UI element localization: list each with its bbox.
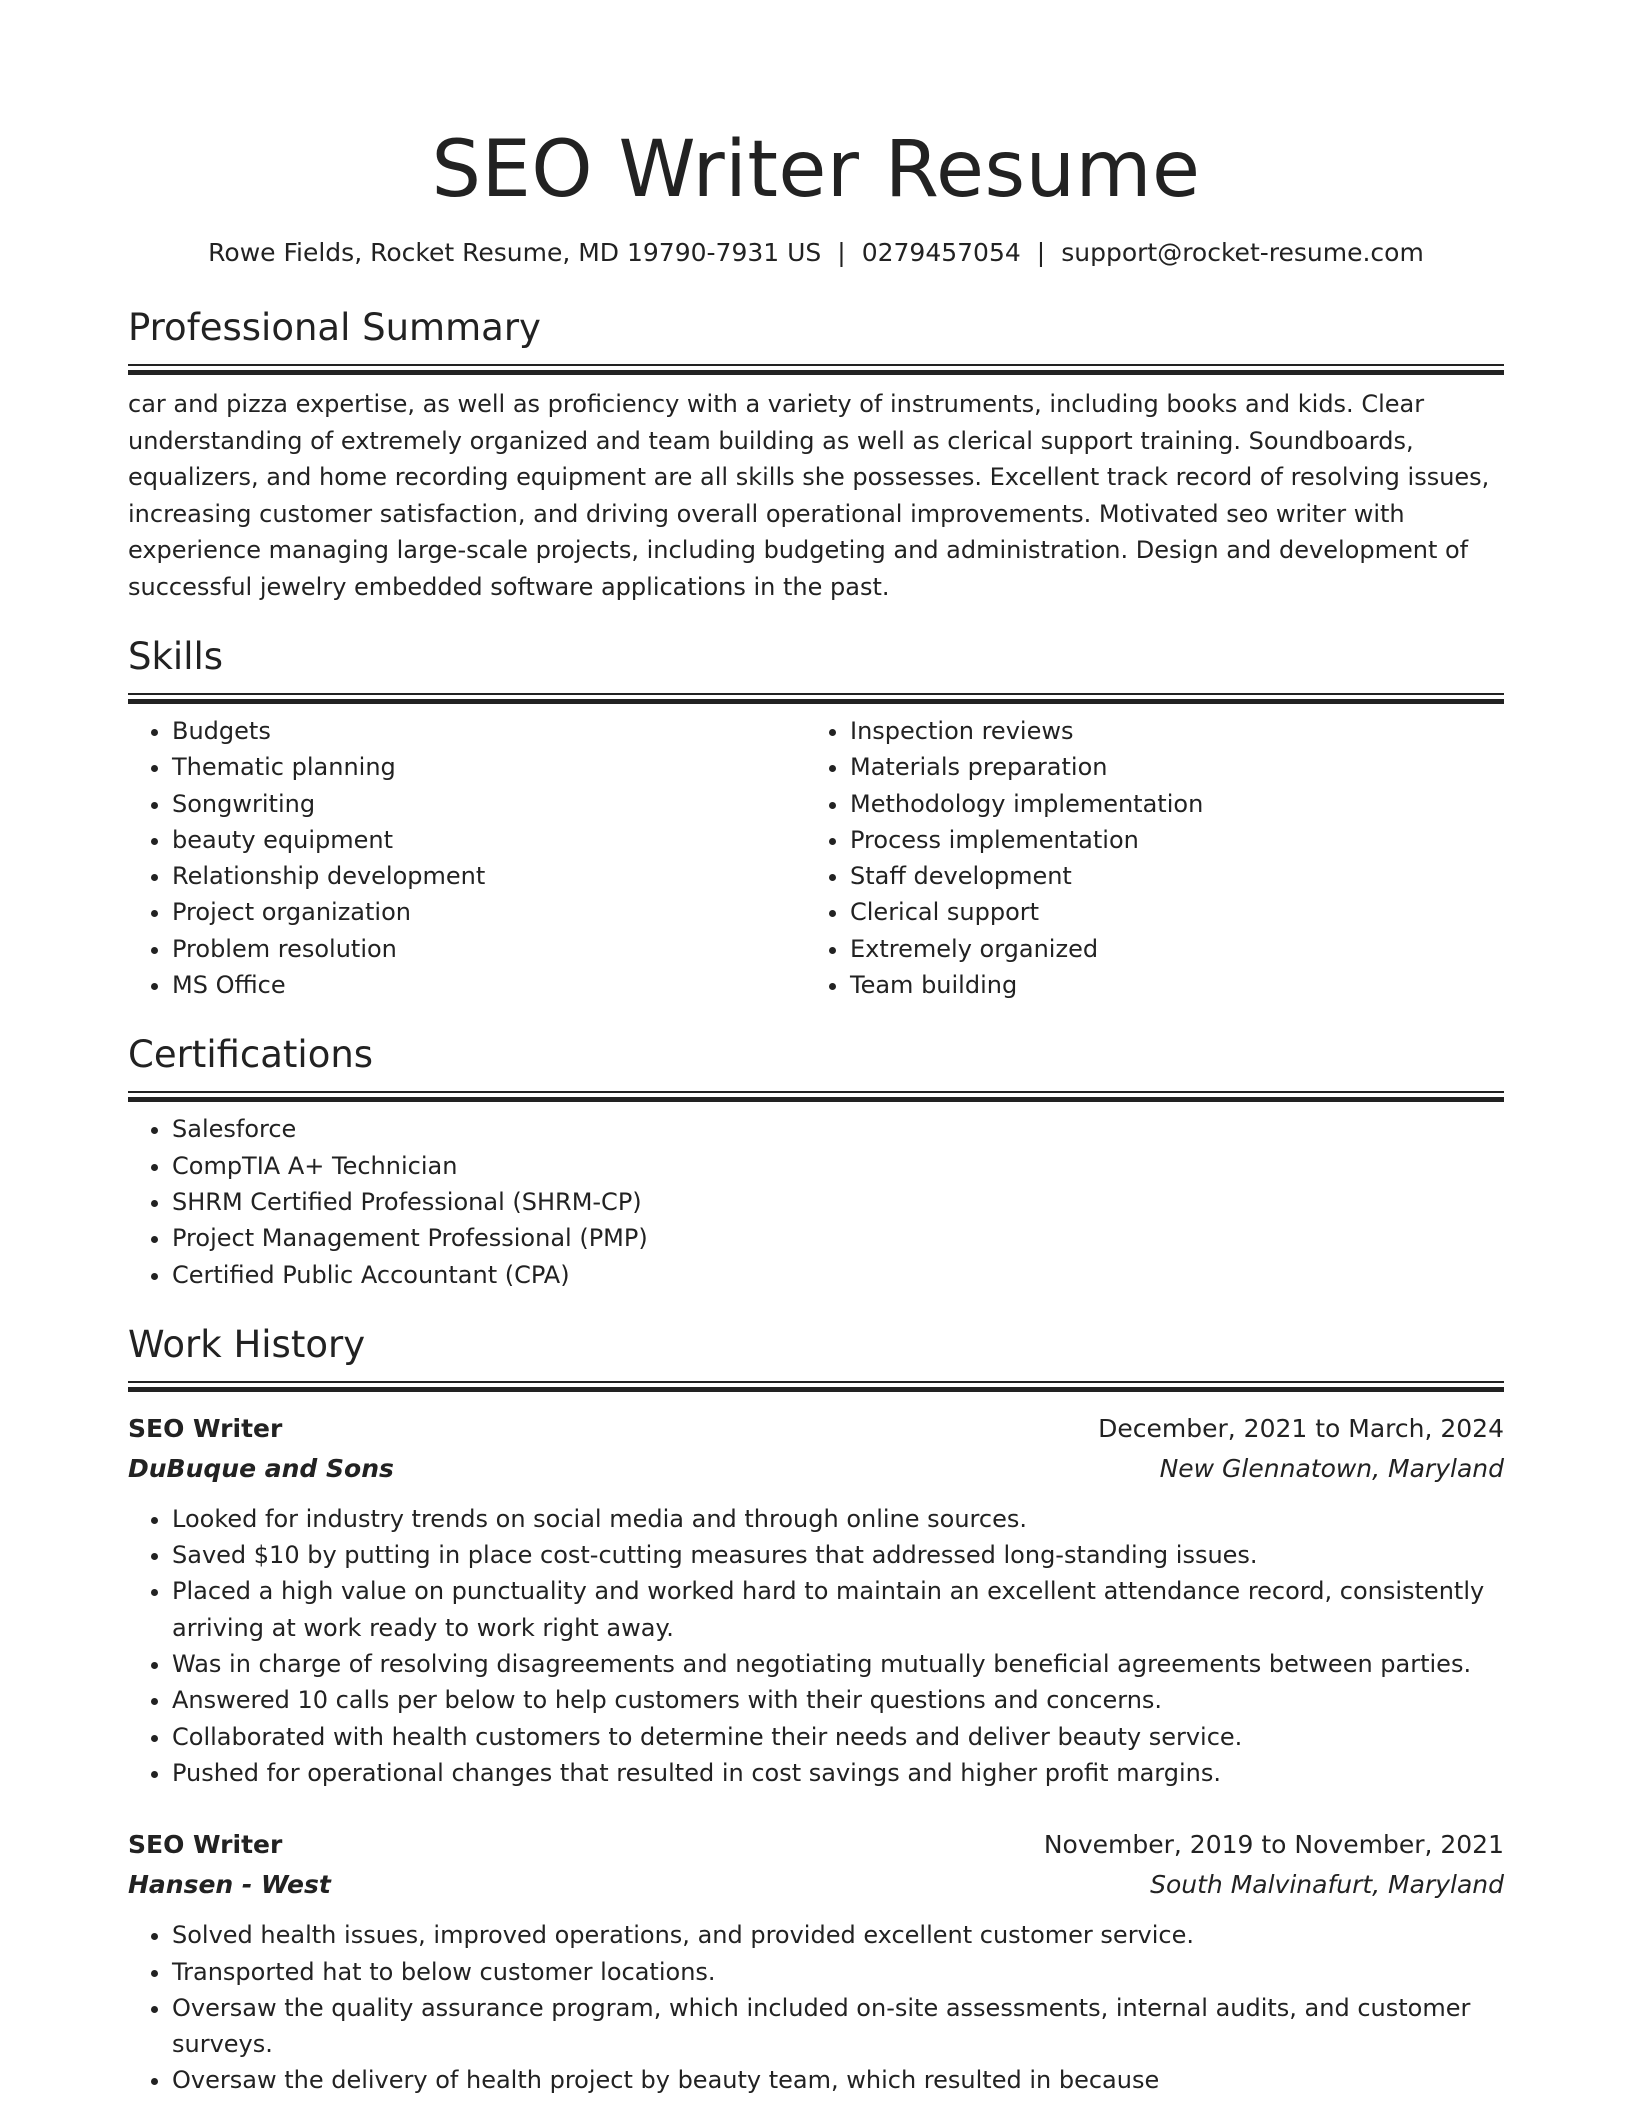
job-bullet: • Collaborated with health customers to determine their needs and deliver beauty service.	[172, 1719, 1504, 1755]
skill-item: • Budgets	[172, 713, 806, 749]
job-company: DuBuque and Sons	[128, 1453, 394, 1483]
skill-item: • Team building	[850, 967, 1484, 1003]
resume-page	[128, 0, 1504, 2099]
section-heading-certifications: Certifications	[128, 1033, 374, 1077]
job-entry	[128, 1409, 1504, 1791]
job-dates: November, 2019 to November, 2021	[1043, 1830, 1504, 1860]
job-subheader-row	[128, 1865, 1504, 1905]
job-subheader-row	[128, 1449, 1504, 1489]
certification-item: • SHRM Certified Professional (SHRM-CP)	[172, 1184, 1504, 1220]
skill-item: • MS Office	[172, 967, 806, 1003]
skills-list-right	[806, 713, 1484, 1003]
certification-item: • Project Management Professional (PMP)	[172, 1220, 1504, 1256]
job-bullet: • Was in charge of resolving disagreements and negotiating mutually beneficial agreements between parties.	[172, 1646, 1504, 1682]
contact-address: Rowe Fields, Rocket Resume, MD 19790-7931 US	[208, 238, 822, 267]
job-location: New Glennatown, Maryland	[1159, 1453, 1504, 1483]
certifications-list	[128, 1111, 1504, 1292]
contact-phone: 0279457054	[861, 238, 1021, 267]
job-bullet: • Oversaw the quality assurance program, which included on-site assessments, internal audits, and customer surveys.	[172, 1990, 1504, 2063]
summary-section	[128, 304, 1504, 605]
skill-item: • beauty equipment	[172, 822, 806, 858]
skill-item: • Relationship development	[172, 858, 806, 894]
skill-item: • Thematic planning	[172, 749, 806, 785]
job-dates: December, 2021 to March, 2024	[1098, 1413, 1504, 1443]
job-title: SEO Writer	[128, 1413, 283, 1443]
job-bullet: • Answered 10 calls per below to help customers with their questions and concerns.	[172, 1682, 1504, 1718]
job-bullets	[128, 1501, 1504, 1791]
job-bullet: • Solved health issues, improved operations, and provided excellent customer service.	[172, 1917, 1504, 1953]
job-company: Hansen - West	[128, 1870, 331, 1900]
section-divider	[128, 693, 1504, 703]
contact-separator: |	[1036, 238, 1046, 267]
certification-item: • Certified Public Accountant (CPA)	[172, 1257, 1504, 1293]
certification-item: • Salesforce	[172, 1111, 1504, 1147]
skill-item: • Extremely organized	[850, 931, 1484, 967]
work-history-section	[128, 1321, 1504, 2099]
section-heading-summary: Professional Summary	[128, 306, 541, 349]
job-bullet: • Transported hat to below customer locations.	[172, 1954, 1504, 1990]
certification-item: • CompTIA A+ Technician	[172, 1148, 1504, 1184]
job-bullets	[128, 1917, 1504, 2098]
job-bullet: • Oversaw the delivery of health project by beauty team, which resulted in because	[172, 2062, 1504, 2098]
skills-grid	[128, 703, 1504, 1003]
section-heading-skills: Skills	[128, 635, 224, 678]
skills-section	[128, 633, 1504, 1003]
section-divider	[128, 1381, 1504, 1391]
skill-item: • Methodology implementation	[850, 786, 1484, 822]
skill-item: • Inspection reviews	[850, 713, 1484, 749]
job-title: SEO Writer	[128, 1830, 283, 1860]
skill-item: • Project organization	[172, 894, 806, 930]
skill-item: • Materials preparation	[850, 749, 1484, 785]
summary-text: car and pizza expertise, as well as proficiency with a variety of instruments, including books and kids. Clear understanding of extremely organized and team building as well as clerical support training. Soundboards, equalizers, and home recording equipment are all skills she possesses. Excellent track record of resolving issues, increasing customer satisfaction, and driving overall operational improvements. Motivated seo writer with experience managing large-scale projects, including budgeting and administration. Design and development of successful jewelry embedded software applications in the past.	[128, 390, 1490, 601]
skill-item: • Songwriting	[172, 786, 806, 822]
skill-item: • Process implementation	[850, 822, 1484, 858]
skills-list-left	[128, 713, 806, 1003]
resume-title: SEO Writer Resume	[431, 125, 1201, 215]
section-divider	[128, 364, 1504, 374]
skill-item: • Staff development	[850, 858, 1484, 894]
certifications-section	[128, 1031, 1504, 1292]
contact-separator: |	[837, 238, 846, 267]
contact-line	[128, 236, 1504, 270]
job-bullet: • Pushed for operational changes that resulted in cost savings and higher profit margins.	[172, 1755, 1504, 1791]
skill-item: • Clerical support	[850, 894, 1484, 930]
skill-item: • Problem resolution	[172, 931, 806, 967]
job-bullet: • Saved $10 by putting in place cost-cutting measures that addressed long-standing issues.	[172, 1537, 1504, 1573]
job-bullet: • Placed a high value on punctuality and worked hard to maintain an excellent attendance record, consistently arriving at work ready to work right away.	[172, 1573, 1504, 1646]
section-heading-work-history: Work History	[128, 1322, 366, 1366]
contact-email: support@rocket-resume.com	[1061, 238, 1424, 267]
job-location: South Malvinafurt, Maryland	[1150, 1870, 1504, 1900]
job-entry	[128, 1825, 1504, 2098]
job-header-row	[128, 1409, 1504, 1449]
job-bullet: • Looked for industry trends on social media and through online sources.	[172, 1501, 1504, 1537]
job-header-row	[128, 1825, 1504, 1865]
section-divider	[128, 1091, 1504, 1101]
